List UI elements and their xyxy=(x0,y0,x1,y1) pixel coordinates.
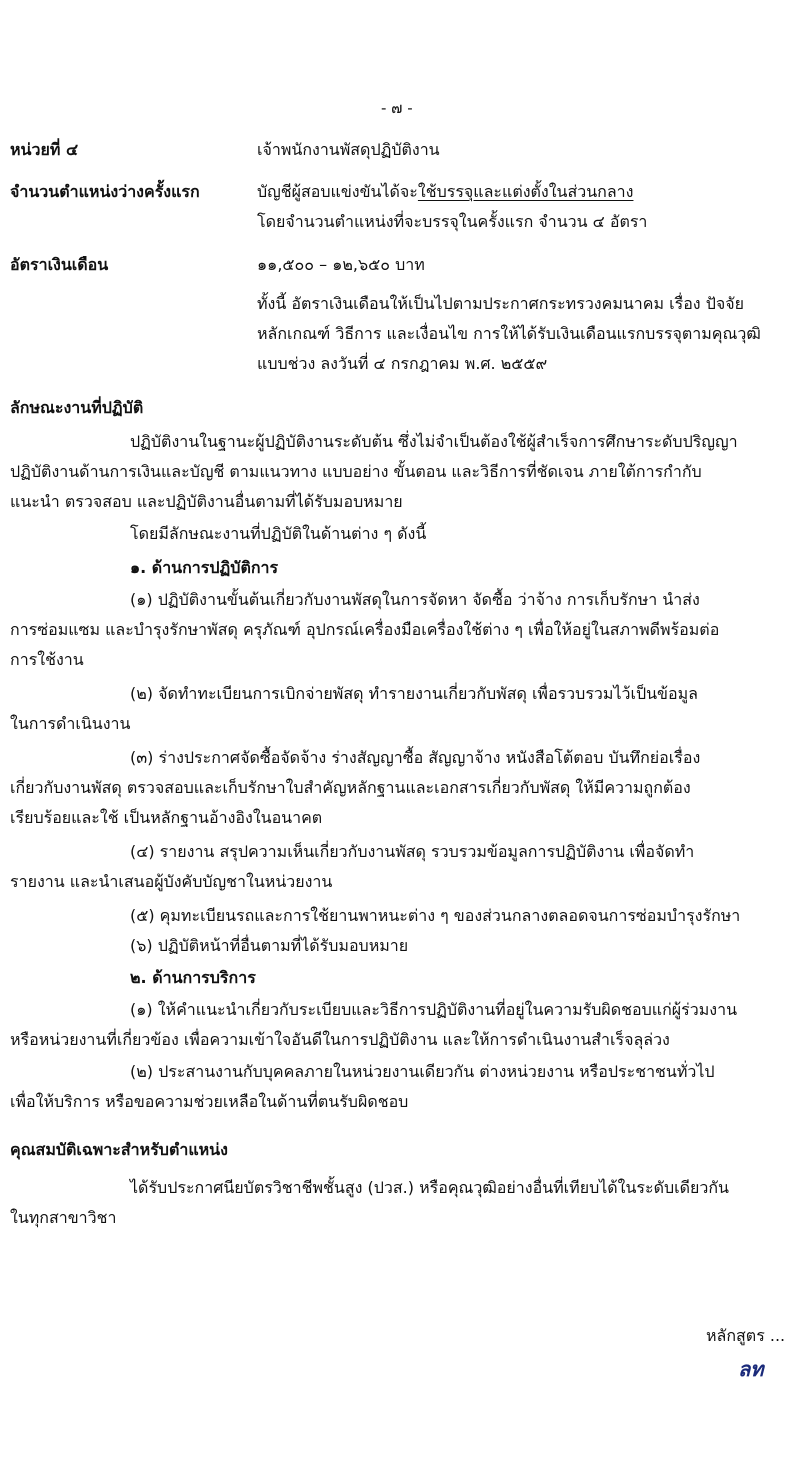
vacancies-line-1 xyxy=(257,182,633,202)
operations-heading: ๑. ด้านการปฏิบัติการ xyxy=(130,558,279,577)
ops-item-3-line-3: เรียบร้อยและใช้ เป็นหลักฐานอ้างอิงในอนาคต xyxy=(10,808,323,827)
ops-item-6-line-1: (๖) ปฏิบัติหน้าที่อื่นตามที่ได้รับมอบหมาย xyxy=(130,936,409,955)
qualifications-line-1: ได้รับประกาศนียบัตรวิชาชีพชั้นสูง (ปวส.) หรือคุณวุฒิอย่างอื่นที่เทียบได้ในระดับเดียวกัน xyxy=(130,1178,729,1197)
page-number: - ๗ - xyxy=(381,99,413,117)
ops-item-1-line-3: การใช้งาน xyxy=(10,650,84,669)
continuation-text: หลักสูตร ... xyxy=(706,1326,786,1345)
service-item-2-line-1: (๒) ประสานงานกับบุคคลภายในหน่วยงานเดียวกัน ต่างหน่วยงาน หรือประชาชนทั่วไป xyxy=(130,1062,715,1081)
unit-label: หน่วยที่ ๔ xyxy=(10,140,79,159)
qualifications-heading: คุณสมบัติเฉพาะสำหรับตำแหน่ง xyxy=(10,1140,228,1159)
ops-item-3-line-1: (๓) ร่างประกาศจัดซื้อจัดจ้าง ร่างสัญญาซื้อ สัญญาจ้าง หนังสือโต้ตอบ บันทึกย่อเรื่อง xyxy=(130,748,701,767)
ops-item-1-line-1: (๑) ปฏิบัติงานขั้นต้นเกี่ยวกับงานพัสดุในการจัดหา จัดซื้อ ว่าจ้าง การเก็บรักษา นำส่ง xyxy=(130,590,700,609)
salary-note-line-2: หลักเกณฑ์ วิธีการ และเงื่อนไข การให้ได้รับเงินเดือนแรกบรรจุตามคุณวุฒิ xyxy=(257,324,761,343)
duties-intro-line-3: แนะนำ ตรวจสอบ และปฏิบัติงานอื่นตามที่ได้รับมอบหมาย xyxy=(10,492,403,511)
service-heading: ๒. ด้านการบริการ xyxy=(130,968,256,987)
vacancies-underlined-text: ใช้บรรจุและแต่งตั้งในส่วนกลาง xyxy=(417,182,634,201)
ops-item-5-line-1: (๕) คุมทะเบียนรถและการใช้ยานพาหนะต่าง ๆ ของส่วนกลางตลอดจนการซ่อมบำรุงรักษา xyxy=(130,906,741,925)
ops-item-3-line-2: เกี่ยวกับงานพัสดุ ตรวจสอบและเก็บรักษาใบสำคัญหลักฐานและเอกสารเกี่ยวกับพัสดุ ให้มีความถูกต้อง xyxy=(10,778,691,797)
ops-item-1-line-2: การซ่อมแซม และบำรุงรักษาพัสดุ ครุภัณฑ์ อุปกรณ์เครื่องมือเครื่องใช้ต่าง ๆ เพื่อให้อยู่ในสภาพดีพร้อมต่อ xyxy=(10,620,720,639)
salary-range: ๑๑,๕๐๐ – ๑๒,๖๕๐ บาท xyxy=(257,255,425,274)
ops-item-2-line-1: (๒) จัดทำทะเบียนการเบิกจ่ายพัสดุ ทำรายงานเกี่ยวกับพัสดุ เพื่อรวบรวมไว้เป็นข้อมูล xyxy=(130,684,698,703)
duties-heading: ลักษณะงานที่ปฏิบัติ xyxy=(10,398,144,417)
service-item-2-line-2: เพื่อให้บริการ หรือขอความช่วยเหลือในด้านที่ตนรับผิดชอบ xyxy=(10,1092,409,1111)
salary-note-line-1: ทั้งนี้ อัตราเงินเดือนให้เป็นไปตามประกาศกระทรวงคมนาคม เรื่อง ปัจจัย xyxy=(257,294,744,313)
ops-item-4-line-1: (๔) รายงาน สรุปความเห็นเกี่ยวกับงานพัสดุ รวบรวมข้อมูลการปฏิบัติงาน เพื่อจัดทำ xyxy=(130,842,695,861)
vacancies-line-1-text: บัญชีผู้สอบแข่งขันได้จะ xyxy=(257,182,418,201)
ops-item-4-line-2: รายงาน และนำเสนอผู้บังคับบัญชาในหน่วยงาน xyxy=(10,872,333,891)
salary-label: อัตราเงินเดือน xyxy=(10,255,109,274)
duties-intro-line-1: ปฏิบัติงานในฐานะผู้ปฏิบัติงานระดับต้น ซึ่งไม่จำเป็นต้องใช้ผู้สำเร็จการศึกษาระดับปริญญา xyxy=(130,432,738,451)
service-item-1-line-2: หรือหน่วยงานที่เกี่ยวข้อง เพื่อความเข้าใจอันดีในการปฏิบัติงาน และให้การดำเนินงานสำเร็จลุล่วง xyxy=(10,1030,670,1049)
salary-note-line-3: แบบช่วง ลงวันที่ ๔ กรกฎาคม พ.ศ. ๒๕๕๙ xyxy=(257,354,548,373)
unit-value: เจ้าพนักงานพัสดุปฏิบัติงาน xyxy=(257,140,440,159)
qualifications-line-2: ในทุกสาขาวิชา xyxy=(10,1208,117,1227)
duties-areas-intro: โดยมีลักษณะงานที่ปฏิบัติในด้านต่าง ๆ ดังนี้ xyxy=(130,524,427,543)
service-item-1-line-1: (๑) ให้คำแนะนำเกี่ยวกับระเบียบและวิธีการปฏิบัติงานที่อยู่ในความรับผิดชอบแก่ผู้ร่วมงาน xyxy=(130,1000,738,1019)
duties-intro-line-2: ปฏิบัติงานด้านการเงินและบัญชี ตามแนวทาง แบบอย่าง ขั้นตอน และวิธีการที่ชัดเจน ภายใต้การกำกับ xyxy=(10,462,702,481)
initials-signature: ลท xyxy=(738,1357,764,1381)
vacancies-line-2: โดยจำนวนตำแหน่งที่จะบรรจุในครั้งแรก จำนวน ๔ อัตรา xyxy=(257,212,648,231)
vacancies-label: จำนวนตำแหน่งว่างครั้งแรก xyxy=(10,182,200,201)
ops-item-2-line-2: ในการดำเนินงาน xyxy=(10,714,131,733)
